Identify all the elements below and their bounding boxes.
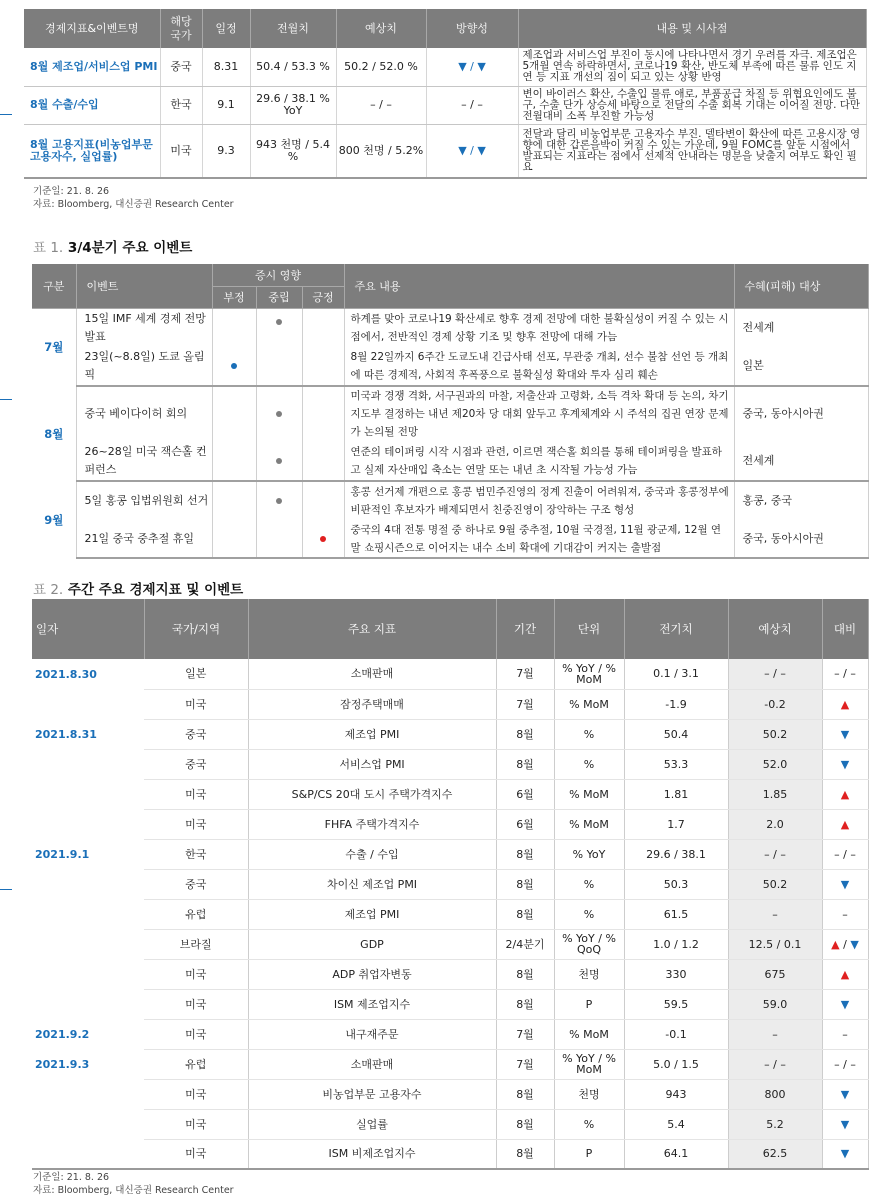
row-date (32, 689, 144, 719)
row-period: 8월 (496, 899, 554, 929)
row-indicator: 차이신 제조업 PMI (248, 869, 496, 899)
table-row (32, 441, 868, 481)
row-prev: 61.5 (624, 899, 728, 929)
row-country: 유럽 (144, 1049, 248, 1079)
row-country: 중국 (144, 719, 248, 749)
event-content: 연준의 테이퍼링 시작 시점과 관련, 이르면 잭슨홀 회의를 통해 테이퍼링을 발표하고 실제 자산매입 축소는 연말 또는 내년 초 시작될 가능성 가늠 (344, 441, 734, 481)
row-country: 브라질 (144, 929, 248, 959)
row-date: 2021.9.3 (35, 1057, 90, 1071)
source-text: 자료: Bloomberg, 대신증권 Research Center (33, 199, 234, 210)
row-period: 6월 (496, 779, 554, 809)
event-name: 5일 홍콩 입법위원회 선거 (76, 481, 212, 520)
row-period: 8월 (496, 989, 554, 1019)
row-est: 1.85 (728, 779, 822, 809)
event-content: 홍콩 선거제 개편으로 홍콩 범민주진영의 정계 진출이 어려워져, 중국과 홍콩정부에 비판적인 후보자가 배제되면서 친중진영이 장악하는 구조 형성 (344, 481, 734, 520)
row-indicator: 소매판매 (248, 659, 496, 689)
row-compare: ▼ (822, 989, 868, 1019)
row-est: 59.0 (728, 989, 822, 1019)
table-row (32, 779, 868, 809)
row-est: -0.2 (728, 689, 822, 719)
country: 중국 (160, 48, 202, 86)
row-period: 8월 (496, 959, 554, 989)
row-est: 50.2 (728, 869, 822, 899)
header-prev: 전기치 (624, 599, 728, 659)
header-est: 예상치 (728, 599, 822, 659)
row-period: 6월 (496, 809, 554, 839)
impact-negative (212, 520, 256, 558)
row-est: 50.2 (728, 719, 822, 749)
row-indicator: 서비스업 PMI (248, 749, 496, 779)
row-est: – / – (728, 839, 822, 869)
header-compare: 대비 (822, 599, 868, 659)
row-unit: % (554, 1109, 624, 1139)
row-country: 한국 (144, 839, 248, 869)
row-prev: 50.4 (624, 719, 728, 749)
row-indicator: 잠정주택매매 (248, 689, 496, 719)
table-row (32, 719, 868, 749)
table2-prefix: 표 2. (33, 582, 64, 598)
header-content: 주요 내용 (344, 264, 734, 308)
row-indicator: ISM 제조업지수 (248, 989, 496, 1019)
table-header-row (32, 599, 868, 659)
row-unit: P (554, 1139, 624, 1169)
row-unit: % YoY (554, 839, 624, 869)
impact-positive (302, 481, 344, 520)
event-target: 전세계 (734, 308, 868, 347)
row-indicator: FHFA 주택가격지수 (248, 809, 496, 839)
row-compare: ▼ (822, 719, 868, 749)
quarterly-events-table (32, 264, 869, 559)
row-country: 미국 (144, 959, 248, 989)
table1-prefix: 표 1. (33, 240, 64, 256)
row-est: 800 (728, 1079, 822, 1109)
table-row (32, 839, 868, 869)
impact-neutral (256, 441, 302, 481)
event-name: 23일(~8.8일) 도쿄 올림픽 (76, 347, 212, 386)
row-compare: ▲ (822, 959, 868, 989)
indicator-name: 8월 제조업/서비스업 PMI (24, 48, 160, 86)
schedule: 9.1 (202, 86, 250, 124)
schedule: 8.31 (202, 48, 250, 86)
row-date: 2021.9.1 (35, 847, 90, 861)
header-impact: 증시 영향 (212, 264, 344, 286)
row-indicator: GDP (248, 929, 496, 959)
table-header-row (32, 264, 868, 286)
header-cell: 내용 및 시사점 (518, 9, 866, 48)
table2-title-text: 주간 주요 경제지표 및 이벤트 (67, 582, 244, 598)
row-date (32, 809, 144, 839)
row-unit: % MoM (554, 1019, 624, 1049)
row-indicator: 비농업부문 고용자수 (248, 1079, 496, 1109)
row-est: 5.2 (728, 1109, 822, 1139)
row-unit: 천명 (554, 1079, 624, 1109)
table2-title (33, 578, 243, 598)
row-country: 일본 (144, 659, 248, 689)
impact-positive (302, 308, 344, 347)
row-indicator: 실업률 (248, 1109, 496, 1139)
estimate: – / – (336, 86, 426, 124)
event-name: 21일 중국 중추절 휴일 (76, 520, 212, 558)
row-country: 중국 (144, 749, 248, 779)
row-prev: 0.1 / 3.1 (624, 659, 728, 689)
row-date: 2021.8.30 (35, 667, 97, 681)
row-period: 7월 (496, 689, 554, 719)
event-target: 홍콩, 중국 (734, 481, 868, 520)
table-row (32, 809, 868, 839)
schedule: 9.3 (202, 124, 250, 178)
row-country: 미국 (144, 1019, 248, 1049)
table-row (32, 481, 868, 520)
indicator-name: 8월 고용지표(비농업부문 고용자수, 실업률) (24, 124, 160, 178)
table-row (32, 749, 868, 779)
event-name: 15일 IMF 세계 경제 전망 발표 (76, 308, 212, 347)
header-period: 기간 (496, 599, 554, 659)
table-row (32, 689, 868, 719)
row-date (32, 929, 144, 959)
impact-neutral (256, 520, 302, 558)
key-indicators-table (24, 9, 867, 179)
row-date (32, 1139, 144, 1169)
table-row (24, 48, 866, 86)
table-row (32, 520, 868, 558)
row-est: – / – (728, 659, 822, 689)
row-country: 미국 (144, 809, 248, 839)
event-content: 8월 22일까지 6주간 도쿄도내 긴급사태 선포, 무관중 개최, 선수 불참 선언 등 개최에 따른 경제적, 사회적 후폭풍으로 불확실성 확대와 투자 심리 훼손 (344, 347, 734, 386)
row-date (32, 869, 144, 899)
row-country: 미국 (144, 1109, 248, 1139)
row-prev: 943 (624, 1079, 728, 1109)
row-compare: – / – (822, 839, 868, 869)
row-indicator: ADP 취업자변동 (248, 959, 496, 989)
header-date: 일자 (32, 599, 144, 659)
row-date (32, 1109, 144, 1139)
row-unit: % (554, 749, 624, 779)
header-event: 이벤트 (76, 264, 212, 308)
impact-positive (302, 386, 344, 441)
event-content: 중국의 4대 전통 명절 중 하나로 9월 중추절, 10월 국경절, 11월 광군제, 12월 연말 쇼핑시즌으로 이어지는 내수 소비 확대에 기대감이 커지는 출발점 (344, 520, 734, 558)
header-cell: 해당 국가 (160, 9, 202, 48)
row-indicator: 제조업 PMI (248, 899, 496, 929)
table-row (32, 1079, 868, 1109)
row-unit: 천명 (554, 959, 624, 989)
month-label: 8월 (32, 386, 76, 481)
table-row (24, 124, 866, 178)
row-prev: 64.1 (624, 1139, 728, 1169)
description: 변이 바이러스 확산, 수출입 물류 애로, 부품공급 차질 등 위협요인에도 불구, 수출 단가 상승세 바탕으로 전달의 수출 회복 기대는 이어질 전망. 다만 전월대비 소폭 부진할 가능성 (518, 86, 866, 124)
row-indicator: S&P/CS 20대 도시 주택가격지수 (248, 779, 496, 809)
row-prev: -0.1 (624, 1019, 728, 1049)
event-name: 중국 베이다이허 회의 (76, 386, 212, 441)
month-label: 9월 (32, 481, 76, 558)
table-row (32, 1139, 868, 1169)
row-period: 2/4분기 (496, 929, 554, 959)
header-cell: 일정 (202, 9, 250, 48)
row-period: 7월 (496, 1049, 554, 1079)
event-content: 하계를 맞아 코로나19 확산세로 향후 경제 전망에 대한 불확실성이 커질 수 있는 시점에서, 전반적인 경제 상황 기조 및 향후 전망에 대해 가늠 (344, 308, 734, 347)
impact-positive (302, 347, 344, 386)
row-prev: 1.81 (624, 779, 728, 809)
prev-value: 50.4 / 53.3 % (250, 48, 336, 86)
table-row (32, 899, 868, 929)
direction: ▼ / ▼ (426, 48, 518, 86)
table1-title (33, 236, 192, 256)
row-est: 62.5 (728, 1139, 822, 1169)
row-unit: % (554, 869, 624, 899)
row-compare: – / – (822, 1049, 868, 1079)
country: 미국 (160, 124, 202, 178)
header-cell: 방향성 (426, 9, 518, 48)
table-row (32, 308, 868, 347)
row-compare: ▼ (822, 1079, 868, 1109)
row-country: 미국 (144, 689, 248, 719)
row-period: 8월 (496, 839, 554, 869)
table-row (32, 347, 868, 386)
weekly-indicators-table (32, 599, 869, 1170)
positive-dot-icon (320, 536, 326, 542)
table-row (32, 386, 868, 441)
row-prev: 29.6 / 38.1 (624, 839, 728, 869)
impact-positive (302, 520, 344, 558)
neutral-dot-icon (276, 411, 282, 417)
row-est: 12.5 / 0.1 (728, 929, 822, 959)
impact-positive (302, 441, 344, 481)
prev-value: 943 천명 / 5.4 % (250, 124, 336, 178)
header-neutral: 중립 (256, 286, 302, 308)
neutral-dot-icon (276, 458, 282, 464)
header-cell: 경제지표&이벤트명 (24, 9, 160, 48)
row-compare: ▼ (822, 1109, 868, 1139)
row-compare: ▲ (822, 779, 868, 809)
row-compare: ▲ (822, 689, 868, 719)
row-est: 2.0 (728, 809, 822, 839)
row-period: 8월 (496, 869, 554, 899)
row-est: – (728, 1019, 822, 1049)
row-unit: % (554, 719, 624, 749)
row-compare: ▼ (822, 749, 868, 779)
row-period: 8월 (496, 1109, 554, 1139)
base-date: 기준일: 21. 8. 26 (33, 1172, 110, 1183)
table1-title-text: 3/4분기 주요 이벤트 (67, 240, 193, 256)
row-unit: % YoY / % MoM (554, 1049, 624, 1079)
row-date: 2021.9.2 (35, 1027, 90, 1041)
row-country: 미국 (144, 1139, 248, 1169)
row-country: 유럽 (144, 899, 248, 929)
row-prev: 53.3 (624, 749, 728, 779)
row-date (32, 779, 144, 809)
row-country: 중국 (144, 869, 248, 899)
impact-negative (212, 386, 256, 441)
prev-value: 29.6 / 38.1 % YoY (250, 86, 336, 124)
row-compare: – / – (822, 659, 868, 689)
header-target: 수혜(피해) 대상 (734, 264, 868, 308)
row-unit: % MoM (554, 689, 624, 719)
row-prev: -1.9 (624, 689, 728, 719)
row-indicator: 제조업 PMI (248, 719, 496, 749)
row-unit: % YoY / % MoM (554, 659, 624, 689)
row-indicator: ISM 비제조업지수 (248, 1139, 496, 1169)
row-unit: P (554, 989, 624, 1019)
impact-negative (212, 481, 256, 520)
source-text: 자료: Bloomberg, 대신증권 Research Center (33, 1185, 234, 1196)
row-prev: 5.4 (624, 1109, 728, 1139)
event-target: 중국, 동아시아권 (734, 520, 868, 558)
impact-negative (212, 441, 256, 481)
row-compare: – (822, 899, 868, 929)
row-compare: ▼ (822, 869, 868, 899)
row-prev: 59.5 (624, 989, 728, 1019)
event-name: 26~28일 미국 잭슨홀 컨퍼런스 (76, 441, 212, 481)
row-unit: % YoY / % QoQ (554, 929, 624, 959)
row-date (32, 749, 144, 779)
row-est: 675 (728, 959, 822, 989)
row-date: 2021.8.31 (35, 727, 97, 741)
table-row (32, 869, 868, 899)
header-unit: 단위 (554, 599, 624, 659)
row-prev: 5.0 / 1.5 (624, 1049, 728, 1079)
row-indicator: 소매판매 (248, 1049, 496, 1079)
neutral-dot-icon (276, 498, 282, 504)
row-compare: ▼ (822, 1139, 868, 1169)
margin-mark (0, 114, 12, 115)
row-compare: ▲ (822, 809, 868, 839)
country: 한국 (160, 86, 202, 124)
row-prev: 1.0 / 1.2 (624, 929, 728, 959)
event-content: 미국과 경쟁 격화, 서구권과의 마찰, 저출산과 고령화, 소득 격차 확대 등 논의, 차기 지도부 결정하는 내년 제20차 당 대회 앞두고 후계체계와 시 주석의 집권 연장 문제가 논의될 전망 (344, 386, 734, 441)
row-date (32, 959, 144, 989)
table-row (32, 659, 868, 689)
impact-neutral (256, 481, 302, 520)
event-target: 중국, 동아시아권 (734, 386, 868, 441)
row-period: 8월 (496, 719, 554, 749)
description: 제조업과 서비스업 부진이 동시에 나타나면서 경기 우려를 자극. 제조업은 5개월 연속 하락하면서, 코로나19 확산, 반도체 부족에 따른 물류 인도 지연 등 지표 개선의 짐이 되고 있는 상황 반영 (518, 48, 866, 86)
impact-negative (212, 347, 256, 386)
row-date (32, 899, 144, 929)
impact-neutral (256, 347, 302, 386)
margin-mark (0, 889, 12, 890)
row-country: 미국 (144, 1079, 248, 1109)
row-prev: 50.3 (624, 869, 728, 899)
margin-mark (0, 399, 12, 400)
base-date: 기준일: 21. 8. 26 (33, 186, 110, 197)
estimate: 50.2 / 52.0 % (336, 48, 426, 86)
row-country: 미국 (144, 779, 248, 809)
header-positive: 긍정 (302, 286, 344, 308)
table-row (32, 959, 868, 989)
table-row (32, 1049, 868, 1079)
row-period: 7월 (496, 659, 554, 689)
row-est: 52.0 (728, 749, 822, 779)
table-row (32, 929, 868, 959)
header-negative: 부정 (212, 286, 256, 308)
row-unit: % (554, 899, 624, 929)
impact-neutral (256, 308, 302, 347)
estimate: 800 천명 / 5.2% (336, 124, 426, 178)
description: 전달과 달리 비농업부문 고용자수 부진. 델타변이 확산에 따른 고용시장 영향에 대한 갑론을박이 커질 수 있는 가운데, 9월 FOMC를 앞둔 시점에서 발표되는 지표라는 점에서 선제적 안내라는 명분을 낮출지 여부도 확인 필요 (518, 124, 866, 178)
row-compare: – (822, 1019, 868, 1049)
table-row (32, 989, 868, 1019)
row-indicator: 수출 / 수입 (248, 839, 496, 869)
header-gubun: 구분 (32, 264, 76, 308)
table-row (24, 86, 866, 124)
row-unit: % MoM (554, 779, 624, 809)
header-country: 국가/지역 (144, 599, 248, 659)
neutral-dot-icon (276, 319, 282, 325)
row-period: 8월 (496, 1139, 554, 1169)
table-row (32, 1019, 868, 1049)
event-target: 전세계 (734, 441, 868, 481)
header-cell: 예상치 (336, 9, 426, 48)
header-indicator: 주요 지표 (248, 599, 496, 659)
month-label: 7월 (32, 308, 76, 386)
row-period: 8월 (496, 749, 554, 779)
row-est: – / – (728, 1049, 822, 1079)
event-target: 일본 (734, 347, 868, 386)
direction: – / – (426, 86, 518, 124)
row-est: – (728, 899, 822, 929)
row-prev: 1.7 (624, 809, 728, 839)
indicator-name: 8월 수출/수입 (24, 86, 160, 124)
table-row (32, 1109, 868, 1139)
direction: ▼ / ▼ (426, 124, 518, 178)
row-period: 7월 (496, 1019, 554, 1049)
row-unit: % MoM (554, 809, 624, 839)
row-compare: ▲ / ▼ (822, 929, 868, 959)
row-prev: 330 (624, 959, 728, 989)
source-note (33, 185, 234, 211)
row-country: 미국 (144, 989, 248, 1019)
impact-neutral (256, 386, 302, 441)
weekly-indicators-body (32, 659, 868, 1169)
table-header-row (24, 9, 866, 48)
row-period: 8월 (496, 1079, 554, 1109)
header-cell: 전월치 (250, 9, 336, 48)
row-date (32, 1079, 144, 1109)
source-note (33, 1171, 234, 1197)
impact-negative (212, 308, 256, 347)
negative-dot-icon (231, 363, 237, 369)
row-date (32, 989, 144, 1019)
row-indicator: 내구재주문 (248, 1019, 496, 1049)
